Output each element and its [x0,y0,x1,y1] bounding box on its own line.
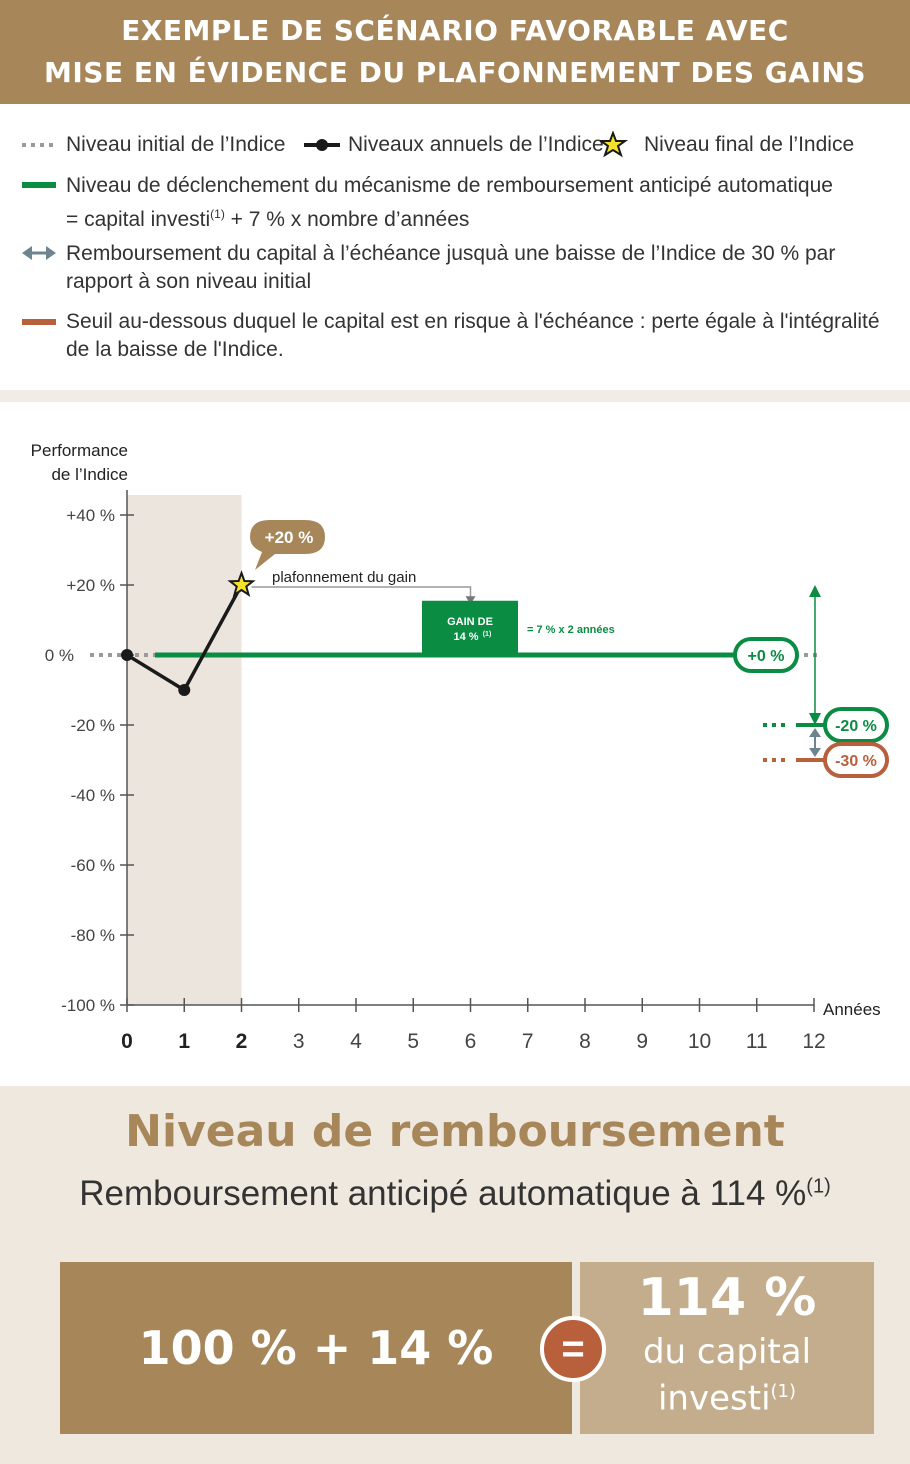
legend-annual [304,131,604,159]
legend-trigger-text [66,172,886,234]
y-tick-label: +40 % [66,506,115,525]
gain-box-sup: (1) [482,631,492,638]
legend-trigger-line1: Niveau de déclenchement du mécanisme de remboursement anticipé automatique [66,174,833,197]
title-line-2: MISE EN ÉVIDENCE DU PLAFONNEMENT DES GAINS [44,56,866,89]
chart-area [0,402,910,1086]
total-caption [580,1332,874,1418]
index-point [121,649,133,661]
protection-arrow-up [809,728,821,737]
performance-chart [0,402,910,1086]
protection-arrow-down [809,748,821,757]
trigger-label: +0 % [747,648,785,665]
equals-sign: = [561,1327,585,1371]
legend-trigger-line2 [66,200,886,234]
legend-protection-label: Remboursement du capital à l’échéance jusquà une baisse de l’Indice de 30 % par rapport à son niveau initial [66,242,836,293]
sum-box [60,1262,572,1434]
x-tick-label: 6 [464,1030,477,1053]
risk-label: -30 % [835,753,877,770]
cap-label: plafonnement du gain [272,569,417,586]
total-caption-sup: (1) [770,1381,797,1402]
x-tick-label: 7 [521,1030,534,1053]
x-tick-label: 8 [579,1030,591,1053]
y-tick-label: -60 % [70,856,115,875]
legend [0,104,910,390]
result-subtitle [0,1174,910,1214]
shaded-period [127,495,242,1005]
separator-band [0,390,910,402]
legend-trigger-pre: = capital investi [66,208,211,231]
x-tick-label: 10 [687,1030,712,1053]
y-axis-label-line1: Performance [30,441,128,460]
result-subtitle-sup: (1) [806,1175,831,1198]
protection-label: -20 % [835,718,877,735]
x-tick-label: 1 [178,1030,191,1053]
gain-box-line1: GAIN DE [447,616,493,628]
result-section [0,1086,910,1464]
y-tick-label: -80 % [70,926,115,945]
line-dot-icon [304,131,344,159]
y-tick-label: -20 % [70,716,115,735]
index-point [178,684,190,696]
dotted-line-icon [22,131,62,159]
x-axis-label: Années [823,1000,881,1019]
title-line-1: EXEMPLE DE SCÉNARIO FAVORABLE AVEC [121,14,789,47]
legend-trigger-post: + 7 % x nombre d’années [224,208,470,231]
x-tick-label: 0 [121,1030,133,1053]
legend-final [600,131,900,159]
x-tick-label: 4 [350,1030,362,1053]
y-axis-label-line2: de l’Indice [51,465,128,484]
y-tick-label: 0 % [44,646,74,665]
title-band [0,0,910,104]
legend-initial [22,131,322,159]
green-line-icon [22,172,62,200]
legend-risk-label: Seuil au-dessous duquel le capital est en risque à l'échéance : perte égale à l'intégralité de la baisse de l'Indice. [66,310,880,361]
equals-icon [540,1316,606,1382]
legend-protection [22,240,892,296]
legend-trigger [22,172,892,231]
x-tick-label: 12 [802,1030,826,1053]
legend-risk [22,308,892,364]
final-bubble-label: +20 % [264,528,314,547]
arrow-head-up [809,585,821,597]
y-tick-label: -100 % [61,996,115,1015]
total-caption-line1: du capital [642,1332,812,1372]
x-tick-label: 5 [407,1030,420,1053]
legend-annual-label: Niveaux annuels de l’Indice [348,133,604,156]
x-tick-label: 9 [636,1030,649,1053]
sum-text: 100 % + 14 % [138,1321,494,1375]
result-title: Niveau de remboursement [125,1106,785,1157]
red-line-icon [22,308,62,336]
legend-trigger-sup: (1) [210,207,225,221]
x-tick-label: 3 [292,1030,305,1053]
y-tick-label: +20 % [66,576,115,595]
x-tick-label: 2 [235,1030,248,1053]
total-caption-line2 [580,1372,874,1418]
double-arrow-icon [22,240,62,268]
total-box [580,1262,874,1434]
star-icon [600,131,640,159]
y-tick-label: -40 % [70,786,115,805]
gain-formula: = 7 % x 2 années [527,624,615,636]
legend-final-label: Niveau final de l’Indice [644,133,855,156]
total-caption-line2-text: investi [657,1378,771,1419]
gain-box-line2: 14 % [453,631,479,643]
legend-initial-label: Niveau initial de l’Indice [66,133,286,156]
result-subtitle-text: Remboursement anticipé automatique à 114 % [79,1174,807,1213]
x-tick-label: 11 [745,1030,768,1053]
total-value: 114 % [637,1268,817,1328]
